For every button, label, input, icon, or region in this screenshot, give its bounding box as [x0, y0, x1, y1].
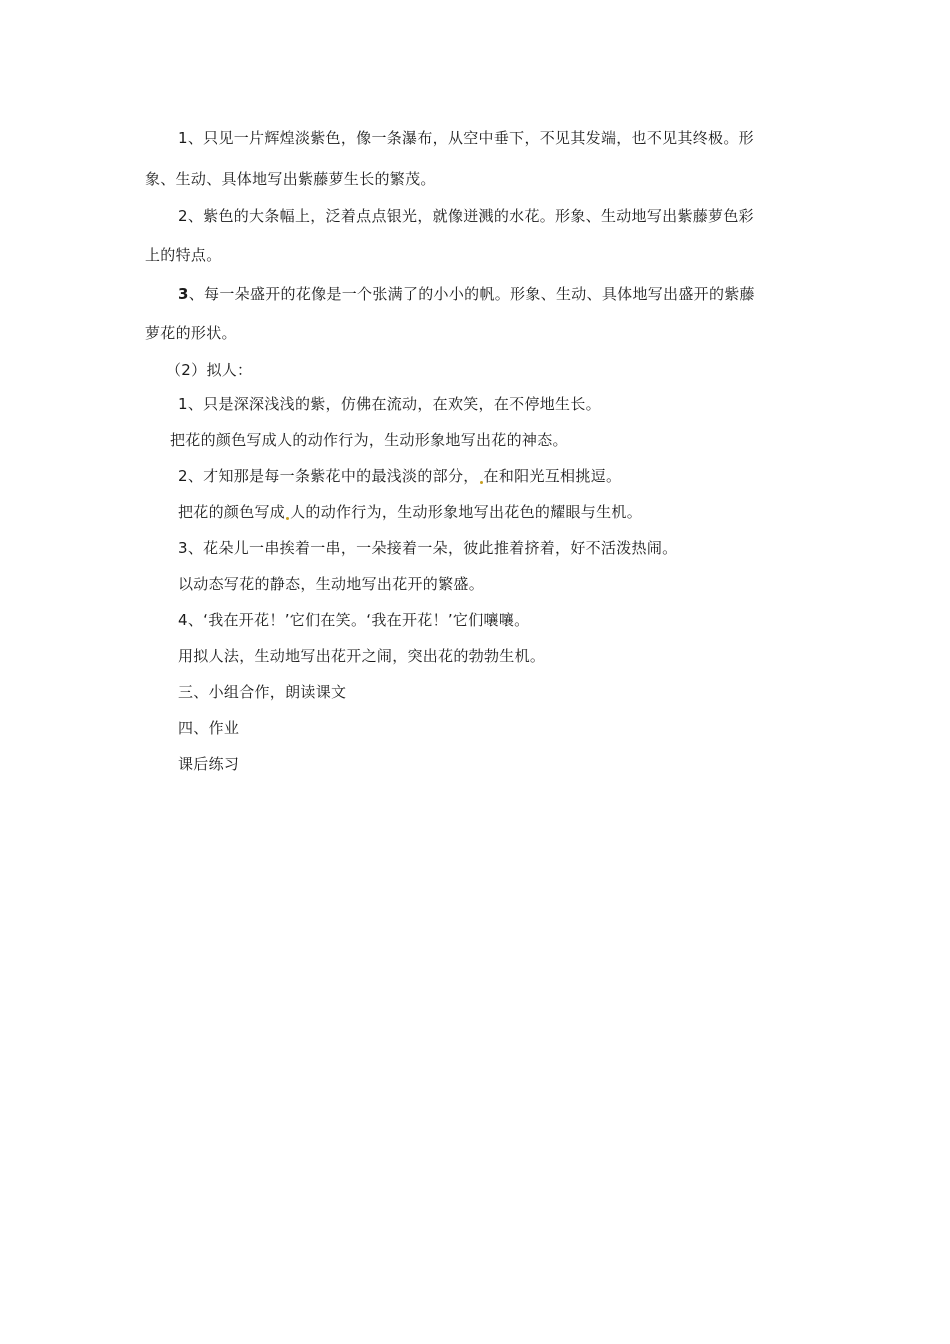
homework-item: 课后练习 [178, 755, 240, 773]
analysis-2-part-2: 人的动作行为，生动形象地写出花色的耀眼与生机。 [290, 503, 643, 521]
paragraph-3-line-2: 萝花的形状。 [145, 324, 237, 342]
analysis-4: 用拟人法，生动地写出花开之闹，突出花的勃勃生机。 [178, 647, 546, 665]
example-1: 1、只是深深浅浅的紫，仿佛在流动，在欢笑，在不停地生长。 [178, 395, 601, 413]
analysis-2-part-1: 把花的颜色写成 [178, 503, 286, 521]
section-personification-heading: （2）拟人： [166, 361, 253, 379]
example-2-part-2: 在和阳光互相挑逗。 [483, 467, 622, 485]
section-homework: 四、作业 [178, 719, 240, 737]
example-4: 4、‘我在开花！’它们在笑。‘我在开花！’它们嚷嚷。 [178, 611, 530, 629]
analysis-2 [178, 502, 642, 522]
annotation-mark [286, 517, 289, 520]
paragraph-2-line-2: 上的特点。 [145, 246, 222, 264]
example-2-part-1: 2、才知那是每一条紫花中的最浅淡的部分， [178, 467, 479, 485]
paragraph-3-text: 、每一朵盛开的花像是一个张满了的小小的帆。形象、生动、具体地写出盛开的紫藤 [188, 285, 755, 303]
section-group-reading: 三、小组合作，朗读课文 [178, 683, 347, 701]
paragraph-1-line-1: 1、只见一片辉煌淡紫色，像一条瀑布，从空中垂下，不见其发端，也不见其终极。形 [178, 129, 754, 147]
paragraph-3-line-1 [178, 284, 755, 304]
paragraph-2-line-1: 2、紫色的大条幅上，泛着点点银光，就像迸溅的水花。形象、生动地写出紫藤萝色彩 [178, 207, 754, 225]
example-2 [178, 466, 621, 486]
paragraph-1-line-2: 象、生动、具体地写出紫藤萝生长的繁茂。 [145, 170, 436, 188]
paragraph-3-number: 3 [178, 285, 189, 303]
example-3: 3、花朵儿一串挨着一串，一朵接着一朵，彼此推着挤着，好不活泼热闹。 [178, 539, 678, 557]
analysis-3: 以动态写花的静态，生动地写出花开的繁盛。 [178, 575, 485, 593]
analysis-1: 把花的颜色写成人的动作行为，生动形象地写出花的神态。 [170, 431, 568, 449]
annotation-mark [480, 481, 483, 484]
